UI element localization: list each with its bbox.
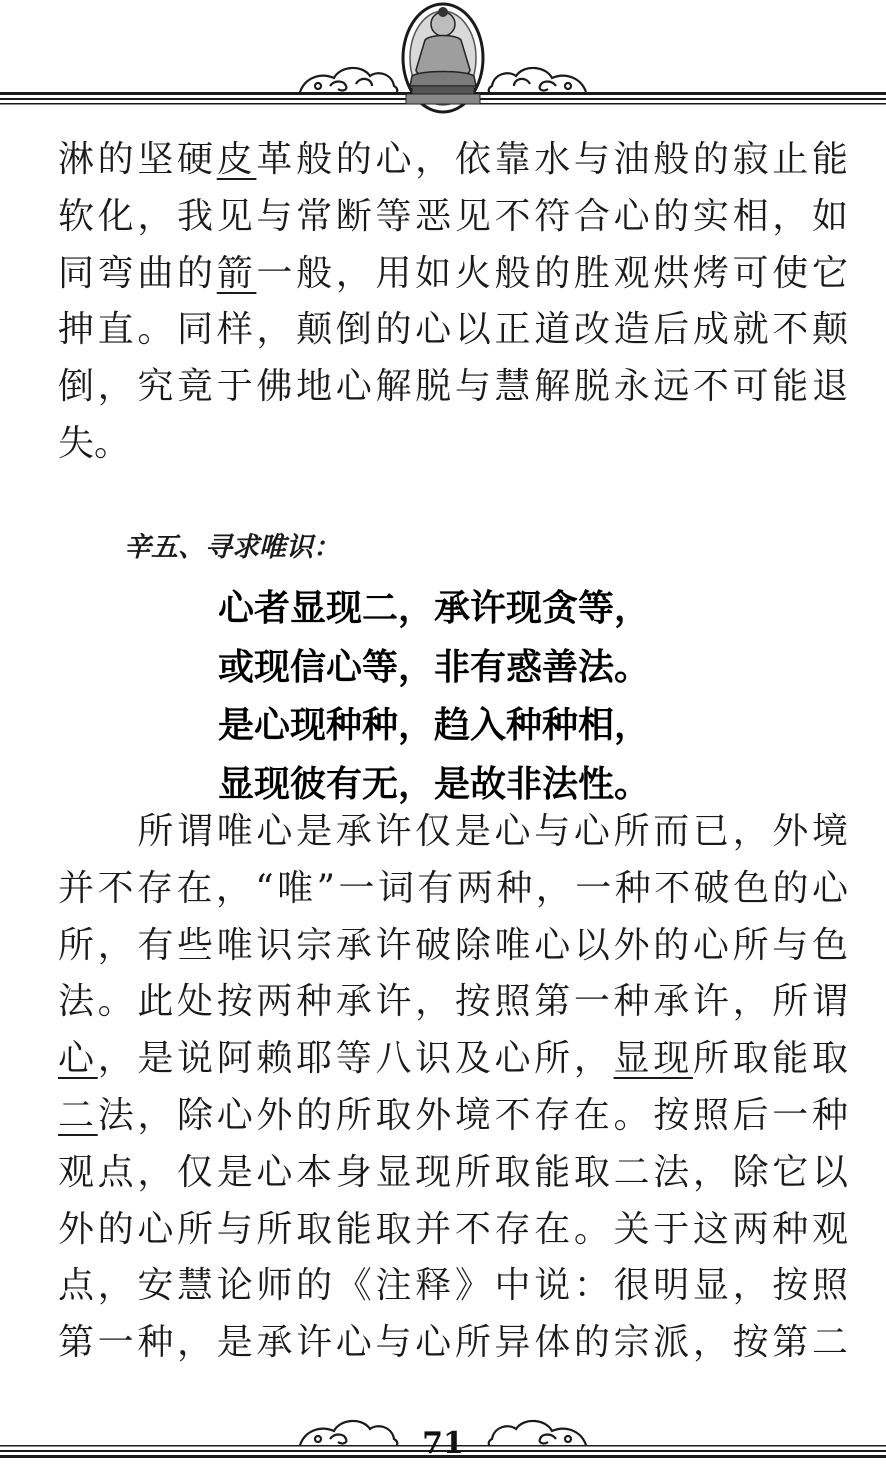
verse-line: 是心现种种，趋入种种相， bbox=[218, 705, 651, 746]
text-line: 倒，究竟于佛地心解脱与慧解脱永远不可能退 bbox=[58, 366, 848, 408]
root-verse bbox=[218, 580, 650, 814]
verse-line: 或现信心等，非有惑善法。 bbox=[218, 646, 651, 688]
underlined-term: 心 bbox=[58, 1038, 98, 1080]
text-line: 淋的坚硬皮革般的心，依靠水与油般的寂止能 bbox=[58, 139, 848, 180]
text-line: 抻直。同样，颠倒的心以正道改造后成就不颠 bbox=[58, 309, 848, 351]
underlined-term: 二 bbox=[58, 1094, 98, 1136]
text-line: 法。此处按两种承许，按照第一种承许，所谓 bbox=[58, 981, 848, 1023]
text-line: 点，安慧论师的《注释》中说：很明显，按照 bbox=[58, 1265, 848, 1307]
text-line: 心，是说阿赖耶等八识及心所，显现所取能取 bbox=[58, 1038, 848, 1080]
text-line: 第一种，是承许心与心所异体的宗派，按第二 bbox=[58, 1322, 848, 1364]
page-header-ornament bbox=[0, 0, 886, 115]
text-line: 所，有些唯识宗承许破除唯心以外的心所与色 bbox=[58, 924, 848, 966]
cloud-ornament-right bbox=[489, 68, 586, 92]
buddha-figure-icon bbox=[403, 4, 483, 112]
underlined-term: 显现 bbox=[613, 1038, 693, 1080]
page-number: 71 bbox=[422, 1426, 464, 1461]
verse-line: 心者显现二，承许现贪等， bbox=[218, 588, 651, 629]
text-line: 二法，除心外的所取外境不存在。按照后一种 bbox=[58, 1094, 848, 1136]
underlined-term: 箭 bbox=[216, 252, 257, 294]
text-line: 软化，我见与常断等恶见不符合心的实相，如 bbox=[58, 195, 848, 237]
text-line: 并不存在，“唯”一词有两种，一种不破色的心 bbox=[58, 867, 848, 909]
text-line: 同弯曲的箭一般，用如火般的胜观烘烤可使它 bbox=[58, 252, 848, 294]
cloud-ornament-left bbox=[300, 68, 397, 92]
text-line: 失。 bbox=[58, 422, 131, 464]
text-line: 所谓唯心是承许仅是心与心所而已，外境 bbox=[58, 811, 848, 852]
continued-paragraph bbox=[58, 132, 848, 473]
section-heading: 辛五、寻求唯识： bbox=[124, 532, 340, 563]
header-border-lines bbox=[0, 0, 886, 115]
text-line: 观点，仅是心本身显现所取能取二法，除它以 bbox=[58, 1151, 848, 1193]
verse-line: 显现彼有无，是故非法性。 bbox=[218, 763, 651, 805]
commentary-paragraph bbox=[58, 804, 848, 1372]
text-line: 外的心所与所取能取并不存在。关于这两种观 bbox=[58, 1208, 848, 1250]
underlined-term: 皮 bbox=[216, 139, 257, 180]
